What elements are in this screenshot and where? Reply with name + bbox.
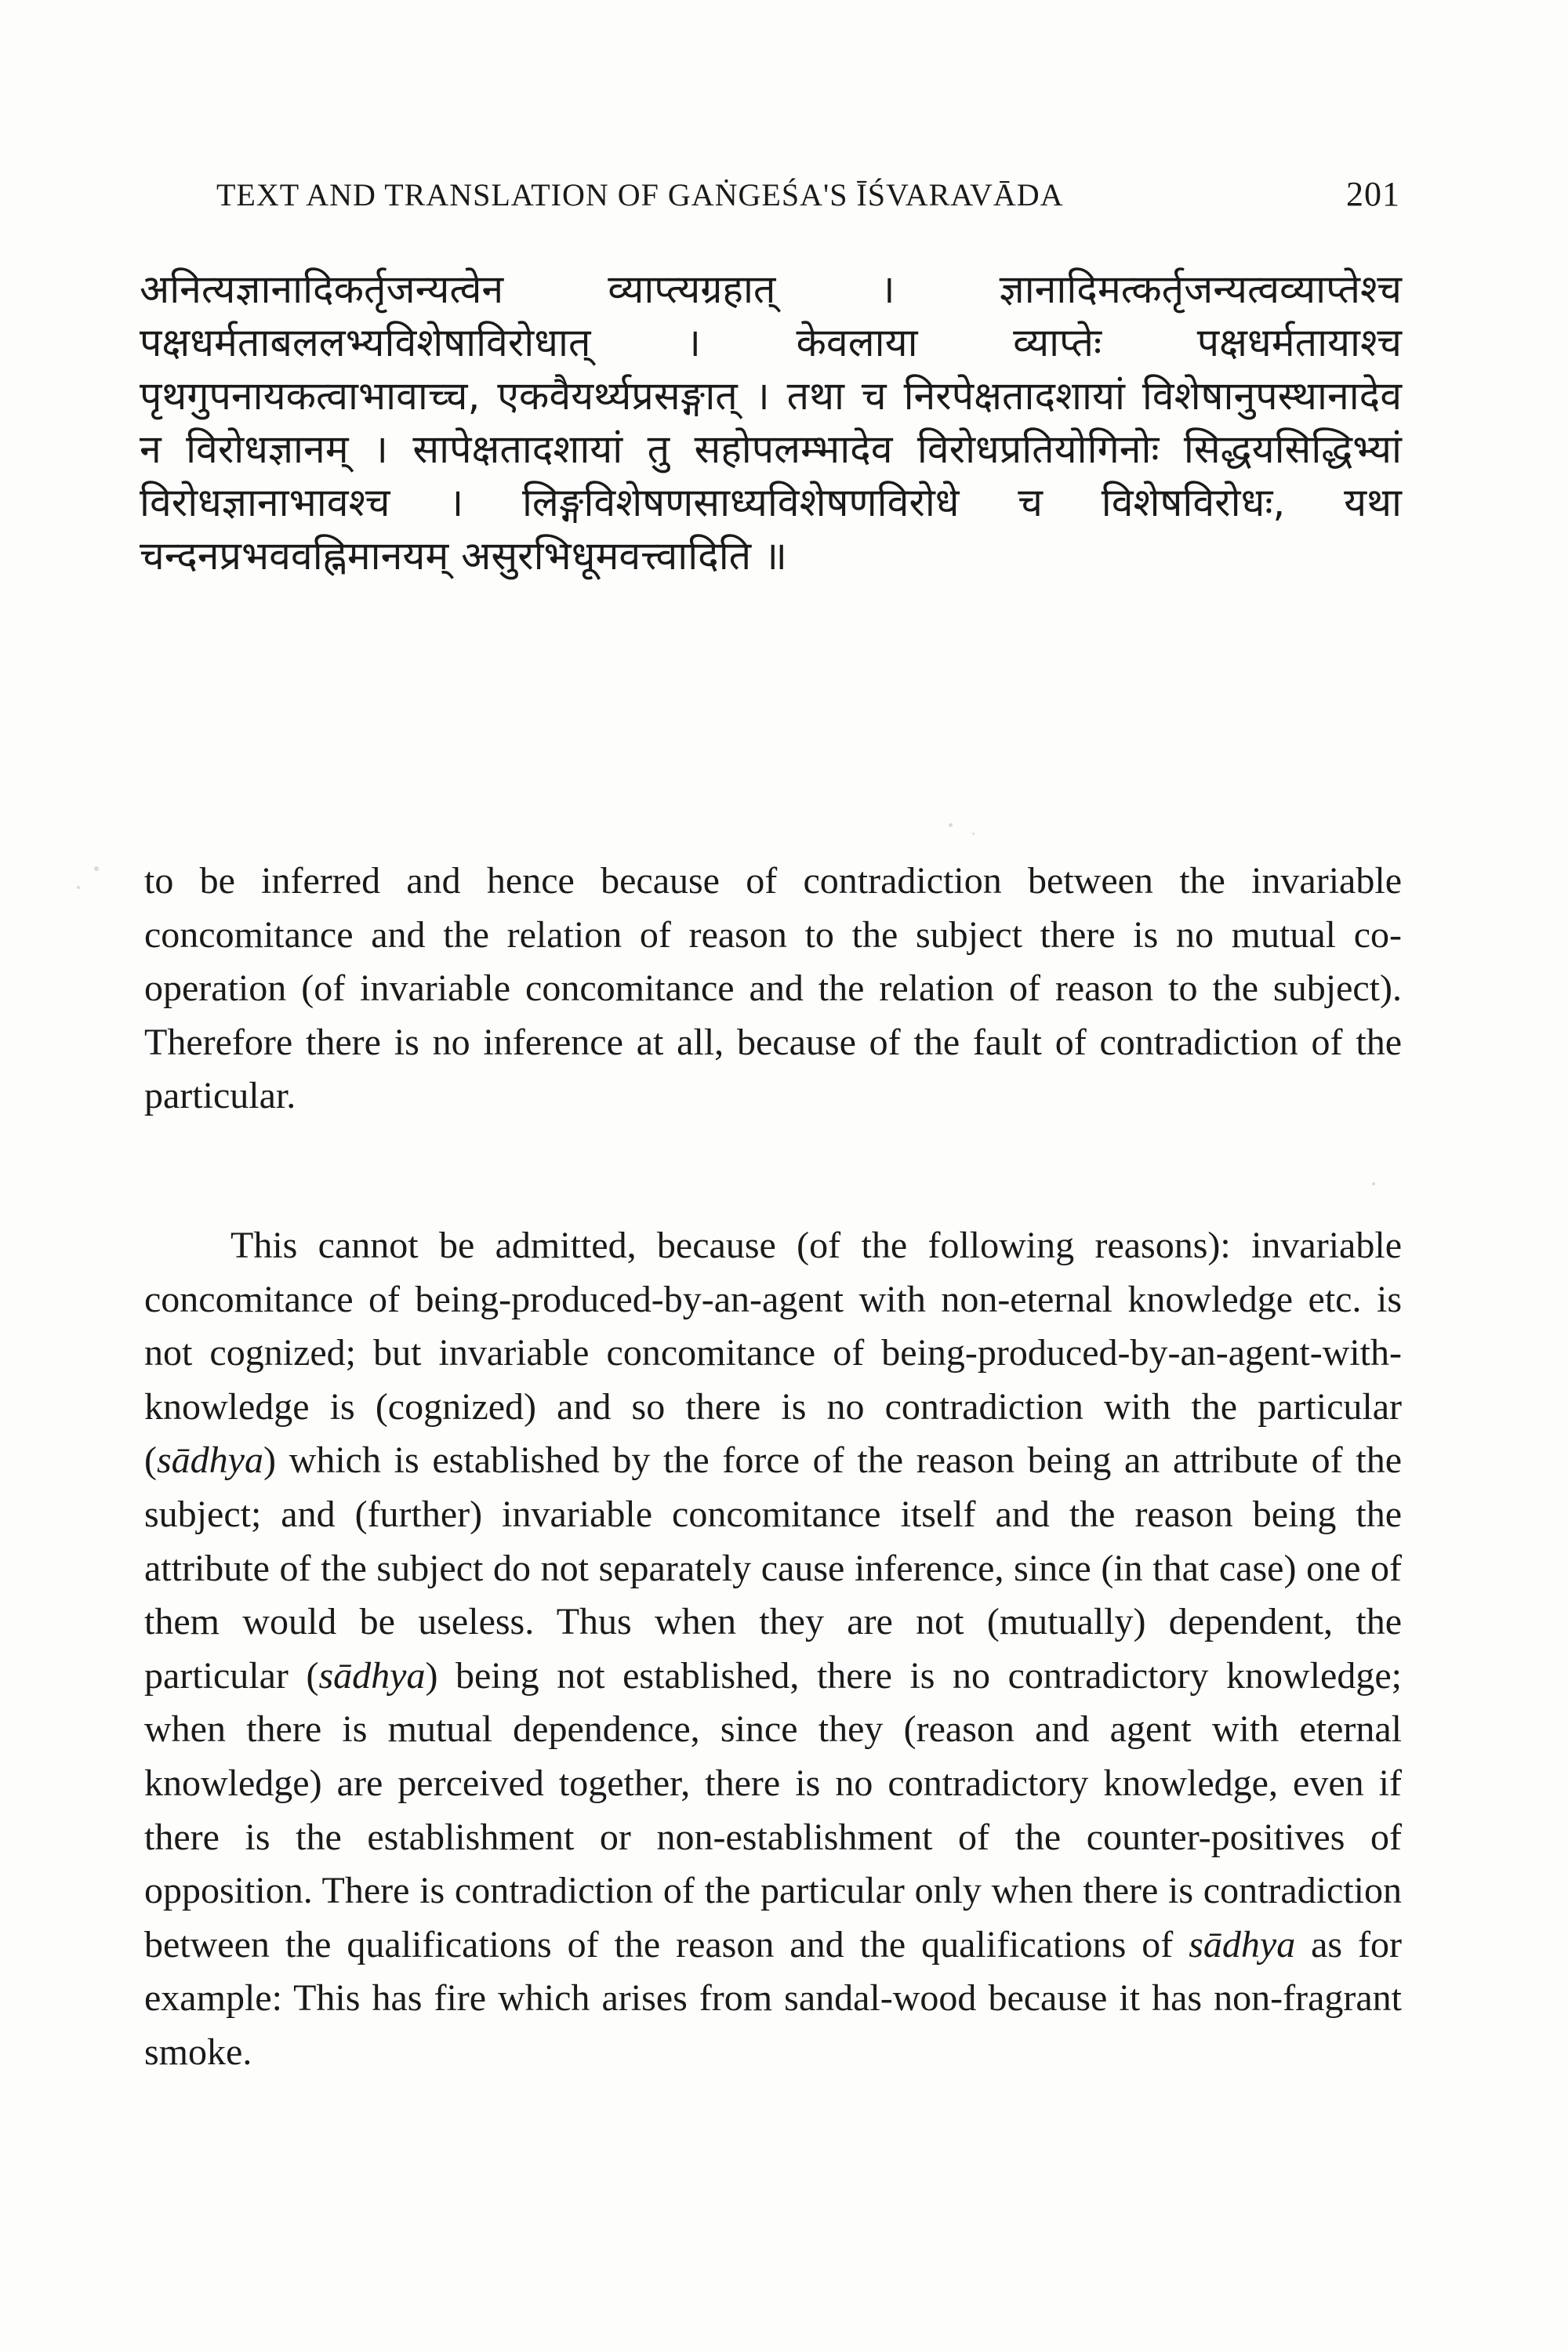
page-number: 201 — [1346, 175, 1400, 213]
sadhya-term: sādhya — [1189, 1923, 1296, 1965]
scan-speckle — [94, 866, 99, 871]
running-head-title: TEXT AND TRANSLATION OF GAṄGEŚA'S ĪŚVARAVĀDA — [216, 177, 1064, 212]
scan-speckle — [949, 823, 953, 827]
translation-paragraph-1: to be inferred and hence because of contradiction between the invariable concomitance and the relation of reason to the subject there is no mutual co-operation (of invariable concomitance and the relation of reason to the subject). Therefore there is no inference at all, because of the fault of contradiction of the particular. — [144, 860, 1402, 1117]
paragraph-2-text-2: ) which is established by the force of the reason being an attribute of the subject; and (further) invariable concomitance itself and the reason being the attribute of the subject do not separately cause inference, since (in that case) one of them would be useless. Thus when they are not (mutually) dependent, the particular ( — [144, 1439, 1402, 1697]
sadhya-term: sādhya — [318, 1654, 426, 1697]
paragraph-2-text-3: ) being not established, there is no contradictory knowledge; when there is mutual dependence, since they (reason and agent with eternal knowledge) are perceived together, there is no contradictory knowledge, even if there is the establishment or non-establishment of the counter-positives of opposition. There is contradiction of the particular only when there is contradiction between the qualifications of the reason and the qualifications of — [144, 1654, 1403, 1965]
sanskrit-text: अनित्यज्ञानादिकर्तृजन्यत्वेन व्याप्त्यग्रहात् । ज्ञानादिमत्कर्तृजन्यत्वव्याप्तेश्च पक्षधर्मताबललभ्यविशेषाविरोधात् । केवलाया व्याप्तेः पक्षधर्मतायाश्च पृथगुपनायकत्वाभावाच्च, एकवैयर्थ्यप्रसङ्गात् । तथा च निरपेक्षतादशायां विशेषानुपस्थानादेव न विरोधज्ञानम् । सापेक्षतादशायां तु सहोपलम्भादेव विरोधप्रतियोगिनोः सिद्धयसिद्धिभ्यां विरोधज्ञानाभावश्च । लिङ्गविशेषणसाध्यविशेषणविरोधे च विशेषविरोधः, यथा चन्दनप्रभववह्निमानयम् असुरभिधूमवत्त्वादिति ॥ — [140, 267, 1402, 579]
scan-speckle — [1372, 1182, 1375, 1185]
paragraph-2-text-4: as for example: This has fire which arises from sandal-wood because it has non-fragrant smoke. — [144, 1923, 1402, 2073]
scan-speckle — [77, 886, 80, 889]
translation-paragraph-2 — [144, 1219, 1402, 2080]
running-head — [216, 174, 1400, 221]
sadhya-term: sādhya — [156, 1439, 263, 1482]
paragraph-2-text-1: This cannot be admitted, because (of the following reasons): invariable concomitance of being-produced-by-an-agent with non-eternal knowledge etc. is not cognized; but invariable concomitance of being-produced-by-an-agent-with-knowledge is (cognized) and so there is no contradiction with the particular ( — [144, 1225, 1402, 1482]
scan-speckle — [972, 833, 975, 835]
